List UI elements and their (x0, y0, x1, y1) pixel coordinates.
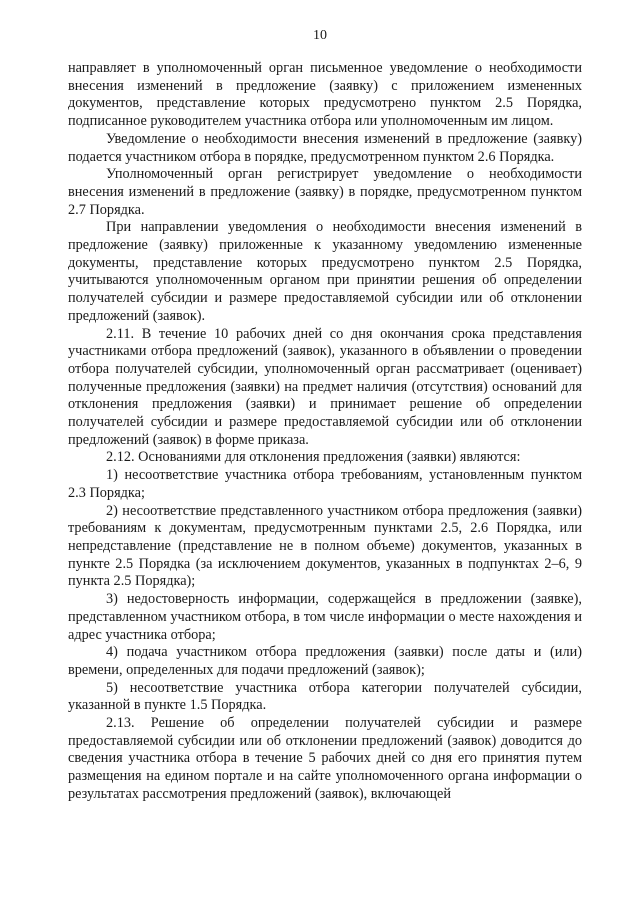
list-item-5: 5) несоответствие участника отбора категории получателей субсидии, указанной в пункте 1.5 Порядка. (68, 679, 582, 714)
paragraph-continuation: направляет в уполномоченный орган письменное уведомление о необходимости внесения изменений в предложение (заявку) с приложением измененных документов, представление которых предусмотрено пунктом 2.5 Порядка, подписанное руководителем участника отбора или уполномоченным им лицом. (68, 60, 582, 130)
list-item-4: 4) подача участником отбора предложения (заявки) после даты и (или) времени, определенных для подачи предложений (заявок); (68, 644, 582, 678)
list-item-2: 2) несоответствие представленного участником отбора предложения (заявки) требованиям к документам, предусмотренным пунктами 2.5, 2.6 Порядка, или непредставление (представление не в полном объеме) документов, указанных в пункте 2.5 Порядка (за исключением документов, указанных в подпунктах 2–6, 9 пункта 2.5 Порядка); (68, 502, 582, 590)
paragraph-notification-registration: Уполномоченный орган регистрирует уведомление о необходимости внесения изменений в предложение (заявку) в порядке, предусмотренном пунктом 2.7 Порядка. (68, 166, 582, 218)
paragraph-2-13: 2.13. Решение об определении получателей субсидии и размере предоставляемой субсидии или об отклонении предложений (заявок) доводится до сведения участника отбора в течение 5 рабочих дней со дня его принятия путем размещения на едином портале и на сайте уполномоченного органа информации о результатах рассмотрения предложений (заявок), включающей (68, 715, 582, 802)
paragraph-2-11: 2.11. В течение 10 рабочих дней со дня окончания срока представления участниками отбора предложений (заявок), указанного в объявлении о проведении отбора получателей субсидии, уполномоченный орган рассматривает (оценивает) полученные предложения (заявки) на предмет наличия (отсутствия) оснований для отклонения предложения (заявки) и принимает решение об определении получателей субсидии и размере предоставляемой субсидии или об отклонении предложений (заявок) в форме приказа. (68, 325, 582, 448)
paragraph-notification-filing: Уведомление о необходимости внесения изменений в предложение (заявку) подается участником отбора в порядке, предусмотренном пунктом 2.6 Порядка. (68, 130, 582, 165)
paragraph-changed-documents: При направлении уведомления о необходимости внесения изменений в предложение (заявку) приложенные к указанному уведомлению измененные документы, представление которых предусмотрено пунктом 2.5 Порядка, учитываются уполномоченным органом при принятии решения об определении получателей субсидии и размере предоставляемой субсидии или об отклонении предложений (заявок). (68, 219, 582, 324)
page-number: 10 (313, 28, 327, 43)
document-body (68, 60, 582, 804)
paragraph-2-12: 2.12. Основаниями для отклонения предложения (заявки) являются: (106, 449, 521, 466)
list-item-1: 1) несоответствие участника отбора требованиям, установленным пунктом 2.3 Порядка; (68, 467, 582, 501)
list-item-3: 3) недостоверность информации, содержащейся в предложении (заявке), представленном участником отбора, в том числе информации о месте нахождения и адрес участника отбора; (68, 591, 582, 643)
